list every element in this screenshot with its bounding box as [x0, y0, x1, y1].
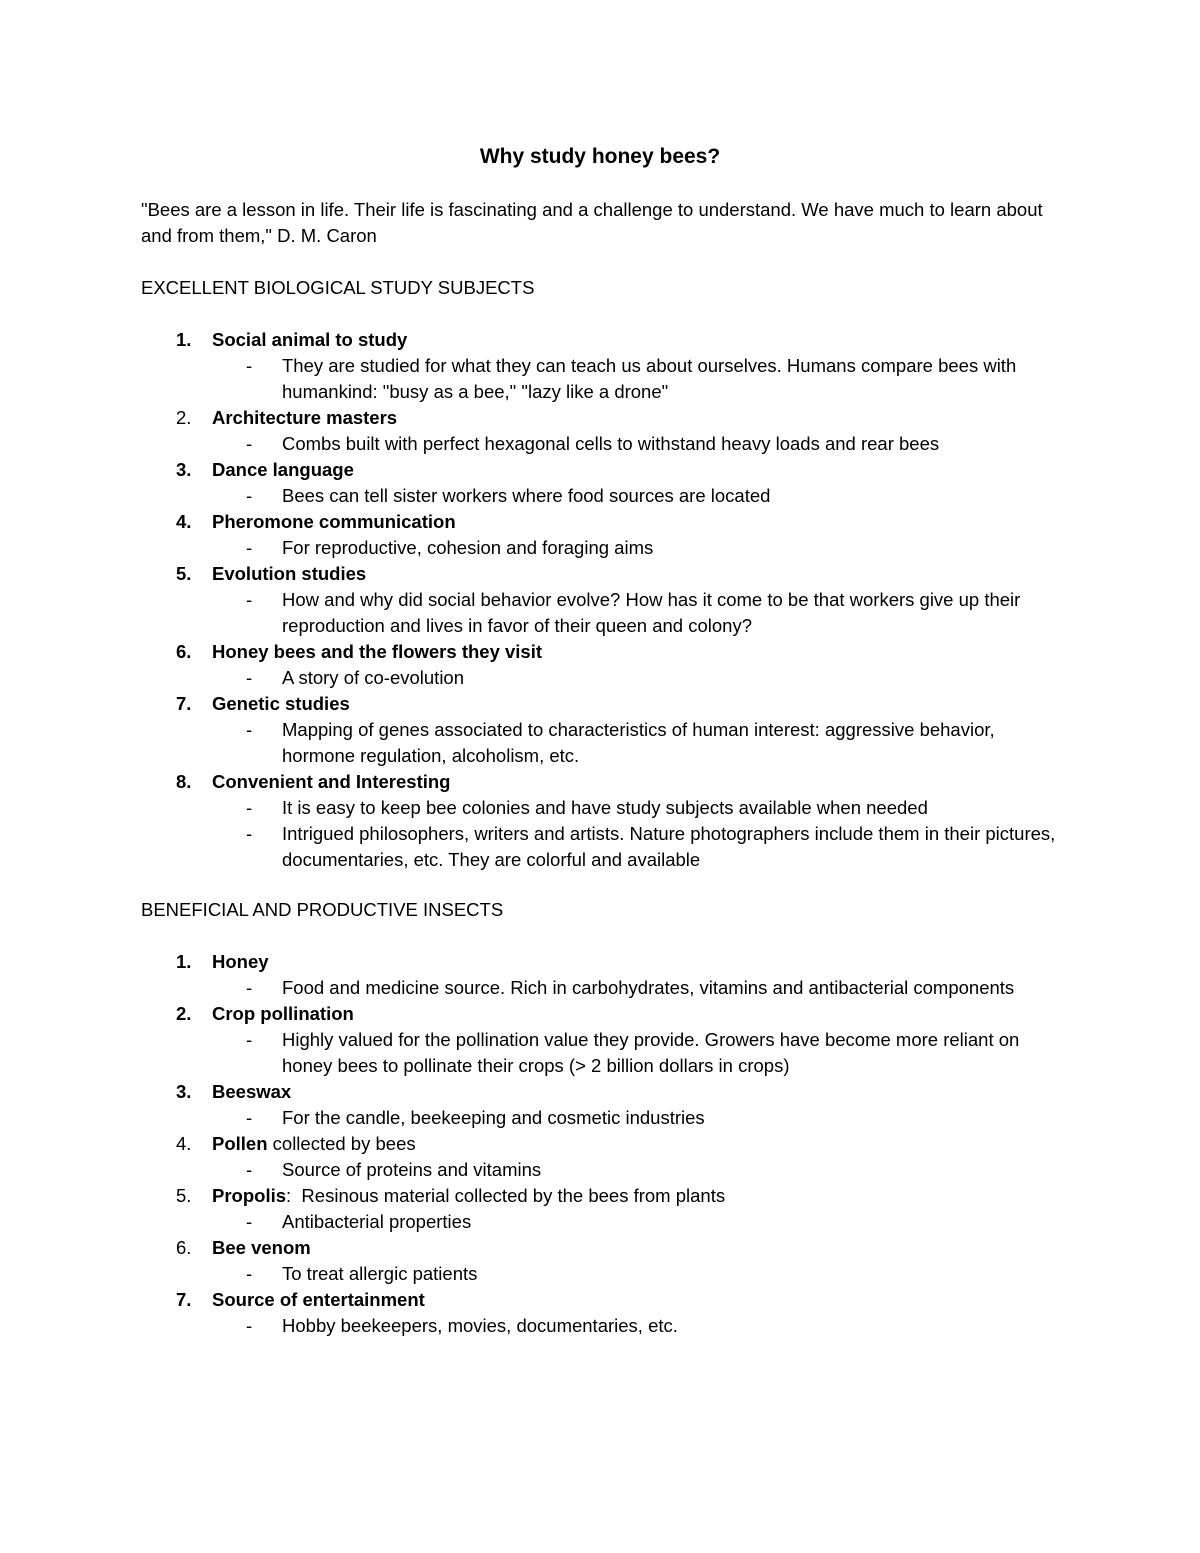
list-item-title: Source of entertainment [212, 1289, 425, 1310]
list-item-title: Propolis [212, 1185, 287, 1206]
sub-list [141, 1209, 1071, 1235]
section-productive-insects [141, 897, 1071, 1339]
sub-list-item [141, 483, 1071, 509]
list-item-title: Architecture masters [212, 407, 398, 428]
sub-list-text: Source of proteins and vitamins [282, 1159, 542, 1180]
sub-list-item [141, 353, 1071, 405]
sub-list-item [141, 535, 1071, 561]
list-item-title: Beeswax [212, 1081, 292, 1102]
sub-list-item [141, 975, 1071, 1001]
sub-list [141, 975, 1071, 1001]
list-item-row [141, 327, 1071, 353]
sub-list-text: Food and medicine source. Rich in carbohydrates, vitamins and antibacterial components [282, 977, 1015, 998]
list-item-row [141, 1001, 1071, 1027]
sub-list-item [141, 1209, 1071, 1235]
list-item-row [141, 509, 1071, 535]
sub-list [141, 1261, 1071, 1287]
list-number: 6. [176, 1237, 192, 1258]
sub-list-text: They are studied for what they can teach us about ourselves. Humans compare bees with humankind: "busy as a bee," "lazy like a drone" [282, 355, 1017, 402]
sub-list-text: For reproductive, cohesion and foraging aims [282, 537, 654, 558]
dash-bullet-icon: - [246, 485, 253, 506]
list-item-title: Genetic studies [212, 693, 350, 714]
sub-list [141, 353, 1071, 405]
list-number: 5. [176, 1185, 192, 1206]
sub-list [141, 1157, 1071, 1183]
list-item [141, 691, 1071, 769]
sub-list [141, 717, 1071, 769]
list-number: 4. [176, 1133, 192, 1154]
numbered-list [141, 949, 1071, 1339]
sub-list-text: Combs built with perfect hexagonal cells to withstand heavy loads and rear bees [282, 433, 940, 454]
dash-bullet-icon: - [246, 1029, 253, 1050]
list-item-row [141, 457, 1071, 483]
dash-bullet-icon: - [246, 1211, 253, 1232]
sub-list-text: Highly valued for the pollination value they provide. Growers have become more reliant on honey bees to pollinate their crops (> 2 billion dollars in crops) [282, 1029, 1020, 1076]
sub-list [141, 795, 1071, 873]
sub-list [141, 1313, 1071, 1339]
sub-list-item [141, 1313, 1071, 1339]
sub-list-text: For the candle, beekeeping and cosmetic industries [282, 1107, 705, 1128]
sub-list [141, 1027, 1071, 1079]
list-item-title: Crop pollination [212, 1003, 354, 1024]
list-number: 1. [176, 951, 192, 972]
sub-list-text: Antibacterial properties [282, 1211, 472, 1232]
sub-list-text: Mapping of genes associated to characteristics of human interest: aggressive behavior, hormone regulation, alcoholism, etc. [282, 719, 995, 766]
dash-bullet-icon: - [246, 433, 253, 454]
list-item-row [141, 405, 1071, 431]
list-item-row [141, 1131, 1071, 1157]
list-number: 3. [176, 1081, 192, 1102]
list-item [141, 1079, 1071, 1131]
sub-list [141, 587, 1071, 639]
list-item [141, 1287, 1071, 1339]
list-item-row [141, 1183, 1071, 1209]
list-number: 5. [176, 563, 192, 584]
list-item [141, 457, 1071, 509]
dash-bullet-icon: - [246, 1315, 253, 1336]
sub-list-item [141, 795, 1071, 821]
sub-list-item [141, 1157, 1071, 1183]
sub-list [141, 431, 1071, 457]
sub-list-item [141, 1105, 1071, 1131]
dash-bullet-icon: - [246, 719, 253, 740]
list-item-row [141, 1287, 1071, 1313]
sub-list-text: How and why did social behavior evolve? How has it come to be that workers give up their reproduction and lives in favor of their queen and colony? [282, 589, 1021, 636]
list-item-title: Pheromone communication [212, 511, 456, 532]
list-item-text: : Resinous material collected by the bees from plants [286, 1185, 726, 1206]
sub-list-item [141, 717, 1071, 769]
section-heading: BENEFICIAL AND PRODUCTIVE INSECTS [141, 899, 504, 920]
sub-list-item [141, 1027, 1071, 1079]
list-item-title: Bee venom [212, 1237, 311, 1258]
sub-list-text: Hobby beekeepers, movies, documentaries, etc. [282, 1315, 678, 1336]
sub-list-item [141, 665, 1071, 691]
list-item [141, 327, 1071, 405]
list-item-row [141, 1079, 1071, 1105]
list-item-title: Evolution studies [212, 563, 367, 584]
list-number: 3. [176, 459, 192, 480]
section-study-subjects [141, 275, 1071, 873]
list-number: 1. [176, 329, 192, 350]
list-item-title: Dance language [212, 459, 354, 480]
sub-list-text: Intrigued philosophers, writers and artists. Nature photographers include them in their pictures, documentaries, etc. They are colorful and available [282, 823, 1056, 870]
list-item [141, 561, 1071, 639]
list-number: 4. [176, 511, 192, 532]
dash-bullet-icon: - [246, 667, 253, 688]
list-item-row [141, 1235, 1071, 1261]
sub-list-item [141, 431, 1071, 457]
dash-bullet-icon: - [246, 797, 253, 818]
list-item-row [141, 561, 1071, 587]
dash-bullet-icon: - [246, 589, 253, 610]
list-item-row [141, 691, 1071, 717]
dash-bullet-icon: - [246, 355, 253, 376]
list-number: 2. [176, 1003, 192, 1024]
sub-list-text: A story of co-evolution [282, 667, 465, 688]
page-title: Why study honey bees? [479, 145, 721, 168]
list-item [141, 405, 1071, 457]
dash-bullet-icon: - [246, 823, 253, 844]
list-item-title: Honey bees and the flowers they visit [212, 641, 543, 662]
dash-bullet-icon: - [246, 977, 253, 998]
list-item-text: collected by bees [267, 1133, 416, 1154]
dash-bullet-icon: - [246, 1159, 253, 1180]
sub-list-item [141, 587, 1071, 639]
sub-list [141, 1105, 1071, 1131]
list-number: 7. [176, 1289, 192, 1310]
dash-bullet-icon: - [246, 1107, 253, 1128]
list-item-title: Pollen [212, 1133, 268, 1154]
list-item-title: Social animal to study [212, 329, 408, 350]
list-item [141, 639, 1071, 691]
sub-list-item [141, 821, 1071, 873]
dash-bullet-icon: - [246, 1263, 253, 1284]
numbered-list [141, 327, 1071, 873]
dash-bullet-icon: - [246, 537, 253, 558]
list-number: 7. [176, 693, 192, 714]
list-item-row [141, 949, 1071, 975]
sub-list-text: To treat allergic patients [282, 1263, 478, 1284]
list-item [141, 1183, 1071, 1235]
list-item-row [141, 639, 1071, 665]
list-item-title: Convenient and Interesting [212, 771, 451, 792]
list-item-row [141, 769, 1071, 795]
sub-list [141, 535, 1071, 561]
list-item [141, 949, 1071, 1001]
list-number: 8. [176, 771, 192, 792]
list-item [141, 509, 1071, 561]
sub-list-text: Bees can tell sister workers where food sources are located [282, 485, 771, 506]
list-number: 2. [176, 407, 192, 428]
list-number: 6. [176, 641, 192, 662]
list-item-title: Honey [212, 951, 269, 972]
list-item [141, 1001, 1071, 1079]
list-item [141, 1235, 1071, 1287]
caron-quote: "Bees are a lesson in life. Their life is fascinating and a challenge to understand. We have much to learn about and from them," D. M. Caron [141, 199, 1043, 246]
sub-list [141, 665, 1071, 691]
sub-list-item [141, 1261, 1071, 1287]
section-heading: EXCELLENT BIOLOGICAL STUDY SUBJECTS [141, 277, 535, 298]
sub-list-text: It is easy to keep bee colonies and have study subjects available when needed [282, 797, 928, 818]
list-item [141, 1131, 1071, 1183]
list-item [141, 769, 1071, 873]
sub-list [141, 483, 1071, 509]
